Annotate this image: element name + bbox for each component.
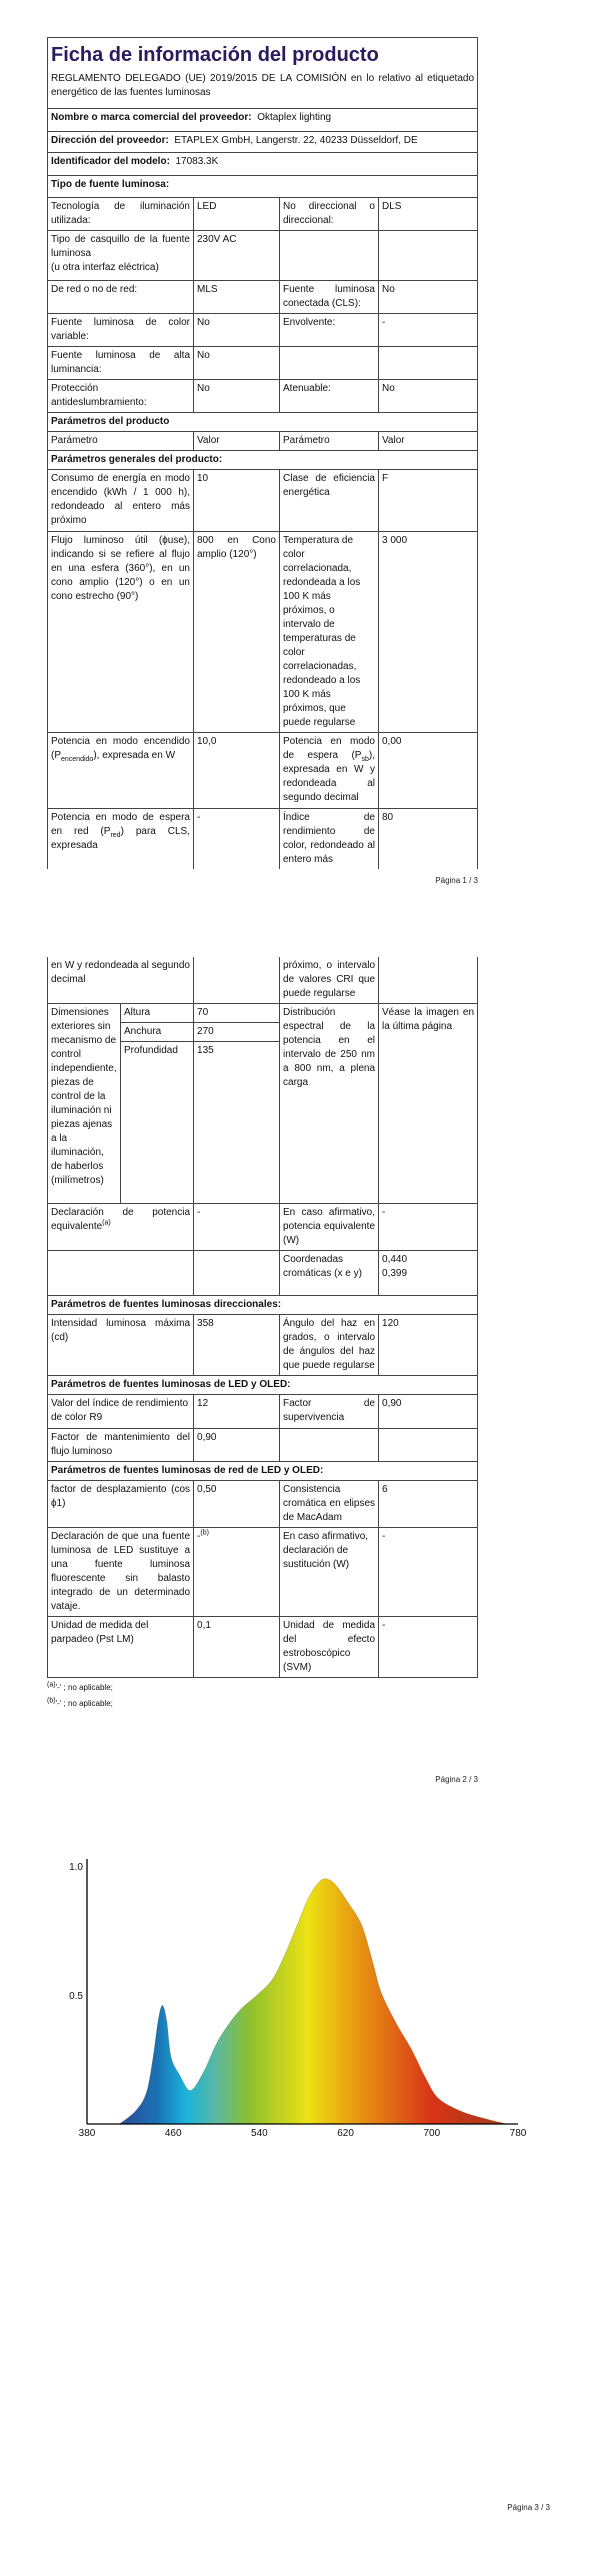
param-label: Envolvente: xyxy=(280,314,379,347)
param-label: Clase de eficiencia energética xyxy=(280,470,379,532)
supplier-name-row xyxy=(48,109,478,132)
table-row xyxy=(48,1481,478,1528)
dimension-label: Profundidad xyxy=(121,1042,194,1204)
mains-led-heading: Parámetros de fuentes luminosas de red de LED y OLED: xyxy=(48,1462,478,1481)
table-row xyxy=(48,347,478,380)
param-value: No xyxy=(194,347,280,380)
param-label: Intensidad luminosa máxima (cd) xyxy=(48,1315,194,1376)
empty-cell xyxy=(280,1429,379,1462)
table-row xyxy=(48,957,478,1004)
footnote xyxy=(47,1682,603,1694)
product-info-table-page-2 xyxy=(47,957,478,1678)
x-tick-label: 540 xyxy=(251,2128,268,2139)
param-value: 230V AC xyxy=(194,231,280,281)
param-value: No xyxy=(379,281,478,314)
table-row xyxy=(48,1251,478,1296)
param-value xyxy=(194,1528,280,1617)
param-value xyxy=(379,1251,478,1296)
footnote-mark: (b) xyxy=(47,1697,56,1705)
x-tick-label: 620 xyxy=(337,2128,354,2139)
supplier-name: Oktaplex lighting xyxy=(257,112,332,123)
empty-cell xyxy=(379,1429,478,1462)
param-label: Distribución espectral de la potencia en el intervalo de 250 nm a 800 nm, a plena carga xyxy=(280,1004,379,1204)
y-tick-label: 1.0 xyxy=(69,1862,83,1873)
param-label xyxy=(48,809,194,870)
x-tick-label: 380 xyxy=(78,2128,96,2139)
chroma-y: 0,399 xyxy=(382,1268,408,1279)
param-value: - xyxy=(379,1617,478,1678)
empty-cell xyxy=(379,957,478,1004)
param-label: Valor del índice de rendimiento de color R9 xyxy=(48,1395,194,1429)
chroma-x: 0,440 xyxy=(382,1254,408,1265)
empty-cell xyxy=(48,1251,194,1296)
param-value: LED xyxy=(194,198,280,231)
param-label: Declaración de que una fuente luminosa de LED sustituye a una fuente luminosa fluorescente sin balasto integrado de un determinado vataje. xyxy=(48,1528,194,1617)
param-label: En caso afirmativo, declaración de sustitución (W) xyxy=(280,1528,379,1617)
table-row xyxy=(48,1395,478,1429)
general-params-heading: Parámetros generales del producto: xyxy=(48,451,478,470)
table-row xyxy=(48,380,478,413)
param-label: Tecnología de iluminación utilizada: xyxy=(48,198,194,231)
param-label: Factor de mantenimiento del flujo luminoso xyxy=(48,1429,194,1462)
param-label: Flujo luminoso útil (ϕuse), indicando si se refiere al flujo en una esfera (360°), en un cono amplio (120°) o en un cono estrecho (90°) xyxy=(48,532,194,733)
table-row xyxy=(48,733,478,809)
x-tick-label: 460 xyxy=(164,2128,182,2139)
column-header-row xyxy=(48,432,478,451)
directional-heading: Parámetros de fuentes luminosas direccionales: xyxy=(48,1296,478,1315)
header-cell xyxy=(48,38,478,109)
page-2 xyxy=(0,957,603,1908)
table-row xyxy=(48,809,478,870)
spectral-distribution-chart xyxy=(0,1840,603,2150)
param-value: 0,50 xyxy=(194,1481,280,1528)
page-number: Página 3 / 3 xyxy=(507,2503,550,2512)
param-value: 10 xyxy=(194,470,280,532)
footnote xyxy=(47,1698,603,1710)
column-header: Valor xyxy=(379,432,478,451)
param-value: MLS xyxy=(194,281,280,314)
param-label xyxy=(48,231,194,281)
page-number: Página 2 / 3 xyxy=(435,1775,478,1784)
table-row xyxy=(48,1204,478,1251)
param-label: Unidad de medida del parpadeo (Pst LM) xyxy=(48,1617,194,1678)
dimension-value: 135 xyxy=(194,1042,280,1204)
x-tick-label: 780 xyxy=(509,2128,527,2139)
param-value: - xyxy=(194,1204,280,1251)
param-value: 3 000 xyxy=(379,532,478,733)
dimension-label: Anchura xyxy=(121,1023,194,1042)
table-row xyxy=(48,1315,478,1376)
param-value: No xyxy=(194,380,280,413)
footnotes xyxy=(47,1682,603,1710)
empty-cell xyxy=(280,231,379,281)
param-value: - xyxy=(379,1528,478,1617)
param-label: No direccional o direccional: xyxy=(280,198,379,231)
param-value: - xyxy=(194,809,280,870)
param-label: En caso afirmativo, potencia equivalente (W) xyxy=(280,1204,379,1251)
param-value: F xyxy=(379,470,478,532)
param-label: Unidad de medida del efecto estroboscópico (SVM) xyxy=(280,1617,379,1678)
dimensions-row xyxy=(48,1004,478,1023)
y-tick-label: 0.5 xyxy=(69,1991,83,2002)
label-part: ), expresada en W xyxy=(93,750,176,761)
cap-type-note: (u otra interfaz eléctrica) xyxy=(51,262,159,273)
table-row xyxy=(48,1528,478,1617)
param-value: - xyxy=(379,314,478,347)
label-part: Potencia en modo de espera en red (P xyxy=(51,812,190,837)
dimension-value: 70 xyxy=(194,1004,280,1023)
param-label: De red o no de red: xyxy=(48,281,194,314)
param-value: 10,0 xyxy=(194,733,280,809)
param-value: 6 xyxy=(379,1481,478,1528)
table-row xyxy=(48,532,478,733)
param-label: Protección antideslumbramiento: xyxy=(48,380,194,413)
param-value: 80 xyxy=(379,809,478,870)
param-value: No xyxy=(379,380,478,413)
table-row xyxy=(48,198,478,231)
param-label: Temperatura de color correlacionada, redondeada a los 100 K más próximos, o intervalo de temperaturas de color correlacionadas, redondeado a los 100 K más próximos, que puede regularse xyxy=(280,532,379,733)
led-heading: Parámetros de fuentes luminosas de LED y OLED: xyxy=(48,1376,478,1395)
empty-cell xyxy=(194,957,280,1004)
supplier-address: ETAPLEX GmbH, Langerstr. 22, 40233 Düsseldorf, DE xyxy=(174,135,418,146)
label-part: ), expresada en W y redondeada al segundo decimal xyxy=(283,750,375,803)
table-row xyxy=(48,470,478,532)
param-label: factor de desplazamiento (cos ϕ1) xyxy=(48,1481,194,1528)
supplier-address-row xyxy=(48,132,478,153)
footnote-text: '-' ; no aplicable; xyxy=(55,1683,113,1692)
model-row xyxy=(48,153,478,176)
param-value: 12 xyxy=(194,1395,280,1429)
param-label: Consistencia cromática en elipses de MacAdam xyxy=(280,1481,379,1528)
table-row xyxy=(48,1429,478,1462)
param-label: Atenuable: xyxy=(280,380,379,413)
page-1 xyxy=(0,0,603,957)
table-row xyxy=(48,231,478,281)
page-gap xyxy=(47,887,603,957)
label-part: Potencia en modo encendido (P xyxy=(51,736,190,761)
param-label: próximo, o intervalo de valores CRI que puede regularse xyxy=(280,957,379,1004)
empty-cell xyxy=(194,1251,280,1296)
value-text: - xyxy=(197,1531,201,1542)
column-header: Parámetro xyxy=(280,432,379,451)
source-type-heading: Tipo de fuente luminosa: xyxy=(48,176,478,198)
param-value: Véase la imagen en la última página xyxy=(379,1004,478,1204)
param-label: Fuente luminosa conectada (CLS): xyxy=(280,281,379,314)
model-label: Identificador del modelo: xyxy=(51,156,170,167)
label-subscript: encendido xyxy=(61,756,94,763)
param-value: DLS xyxy=(379,198,478,231)
param-label: en W y redondeada al segundo decimal xyxy=(48,957,194,1004)
table-row xyxy=(48,1617,478,1678)
regulation-text: REGLAMENTO DELEGADO (UE) 2019/2015 DE LA COMISIÓN en lo relativo al etiquetado energético de las fuentes luminosas xyxy=(51,73,474,98)
dimensions-label: Dimensiones exteriores sin mecanismo de control independiente, piezas de control de la iluminación ni piezas ajenas a la iluminación, de haberlos (milímetros) xyxy=(48,1004,121,1204)
label-part: Declaración de potencia equivalente xyxy=(51,1207,191,1232)
product-info-table-page-1 xyxy=(47,37,478,869)
supplier-address-label: Dirección del proveedor: xyxy=(51,135,169,146)
supplier-name-label: Nombre o marca comercial del proveedor: xyxy=(51,112,252,123)
param-label: Fuente luminosa de alta luminancia: xyxy=(48,347,194,380)
empty-cell xyxy=(280,347,379,380)
param-value: 0,1 xyxy=(194,1617,280,1678)
footnote-mark: (a) xyxy=(102,1219,111,1227)
param-value: No xyxy=(194,314,280,347)
param-label xyxy=(48,733,194,809)
param-label xyxy=(280,733,379,809)
footnote-mark: (b) xyxy=(200,1529,209,1537)
param-label: Ángulo del haz en grados, o intervalo de ángulos del haz que puede regularse xyxy=(280,1315,379,1376)
param-label xyxy=(48,1204,194,1251)
label-part: ) para CLS, expresada xyxy=(51,826,190,851)
footnote-mark: (a) xyxy=(47,1681,56,1689)
page-title: Ficha de información del producto xyxy=(51,44,379,66)
model-id: 17083.3K xyxy=(175,156,219,167)
param-value: 120 xyxy=(379,1315,478,1376)
column-header: Parámetro xyxy=(48,432,194,451)
param-label: Consumo de energía en modo encendido (kWh / 1 000 h), redondeado al entero más próximo xyxy=(48,470,194,532)
param-value: 0,90 xyxy=(379,1395,478,1429)
param-label: Fuente luminosa de color variable: xyxy=(48,314,194,347)
table-row xyxy=(48,314,478,347)
x-tick-label: 700 xyxy=(423,2128,441,2139)
table-row xyxy=(48,281,478,314)
label-part: Potencia en modo de espera (P xyxy=(283,736,375,761)
params-heading: Parámetros del producto xyxy=(48,413,478,432)
empty-cell xyxy=(379,347,478,380)
param-label: Índice de rendimiento de color, redondeado al entero más xyxy=(280,809,379,870)
spectrum-area xyxy=(119,1879,507,2124)
cap-type-label: Tipo de casquillo de la fuente luminosa xyxy=(51,234,190,259)
param-value: 358 xyxy=(194,1315,280,1376)
page-number: Página 1 / 3 xyxy=(435,876,478,885)
column-header: Valor xyxy=(194,432,280,451)
label-subscript: sb xyxy=(361,756,369,763)
dimension-label: Altura xyxy=(121,1004,194,1023)
param-value: 0,90 xyxy=(194,1429,280,1462)
param-label: Factor de supervivencia xyxy=(280,1395,379,1429)
param-value: 0,00 xyxy=(379,733,478,809)
label-subscript: red xyxy=(110,832,121,839)
dimension-value: 270 xyxy=(194,1023,280,1042)
param-value: - xyxy=(379,1204,478,1251)
param-value: 800 en Cono amplio (120°) xyxy=(194,532,280,733)
footnote-text: '-' ; no aplicable; xyxy=(55,1699,113,1708)
param-label: Coordenadas cromáticas (x e y) xyxy=(280,1251,379,1296)
empty-cell xyxy=(379,231,478,281)
